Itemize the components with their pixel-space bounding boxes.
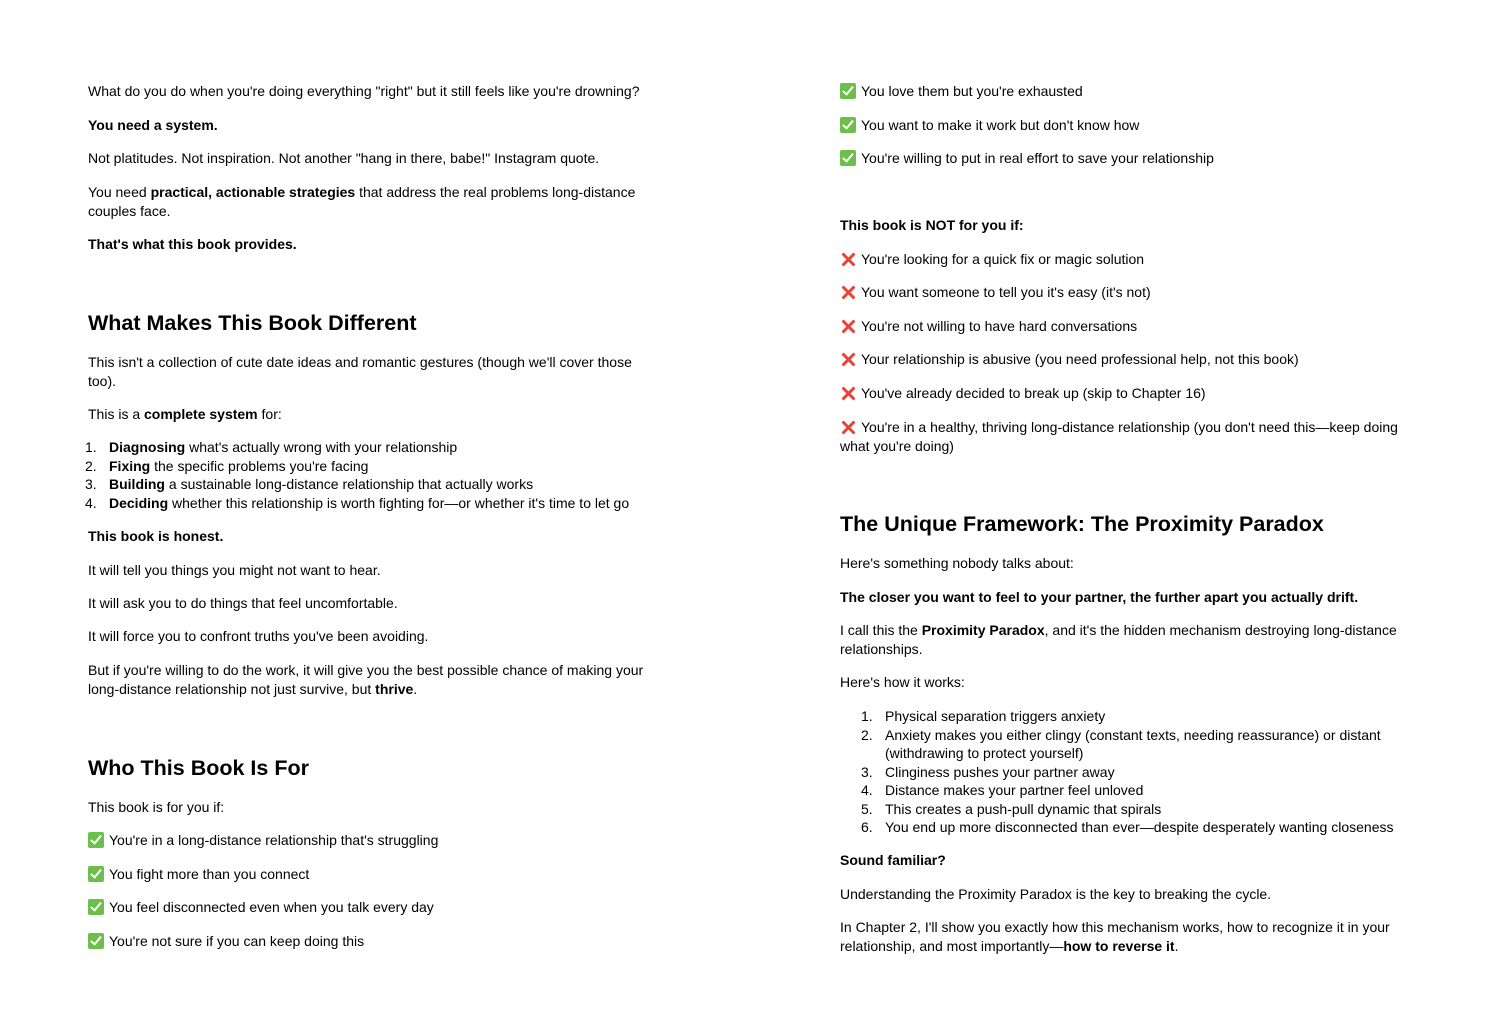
text: Physical separation triggers anxiety bbox=[885, 708, 1106, 724]
text: , and it's the hidden mechanism destroying long-distance relationships. bbox=[840, 622, 1397, 657]
text: . bbox=[1174, 937, 1179, 954]
text: Your relationship is abusive (you need professional help, not this book) bbox=[861, 351, 1299, 367]
paradox-steps-list bbox=[840, 707, 1400, 837]
check-mark-icon bbox=[88, 832, 104, 848]
text: You're in a long-distance relationship that's struggling bbox=[109, 832, 439, 848]
text: You've already decided to break up (skip to Chapter 16) bbox=[861, 385, 1206, 401]
framework-p1: Here's something nobody talks about: bbox=[840, 555, 1074, 571]
list-item bbox=[64, 457, 664, 476]
bold-text: how to reverse it bbox=[1063, 937, 1175, 954]
intro-question: What do you do when you're doing everything "right" but it still feels like you're drowning? bbox=[88, 83, 640, 99]
check-mark-icon bbox=[840, 117, 856, 133]
bold-text: Deciding bbox=[109, 494, 169, 511]
not-for-heading bbox=[840, 216, 1410, 235]
bold-text: Building bbox=[109, 476, 165, 492]
list-item bbox=[840, 818, 1400, 837]
not-for-item bbox=[840, 350, 1410, 369]
text: You love them but you're exhausted bbox=[861, 83, 1083, 99]
check-mark-icon bbox=[88, 899, 104, 915]
not-for-item bbox=[840, 418, 1400, 455]
sound-familiar bbox=[840, 851, 1410, 870]
text: You want to make it work but don't know how bbox=[861, 117, 1140, 133]
heading-proximity-paradox: The Unique Framework: The Proximity Paradox bbox=[840, 512, 1324, 536]
intro-need-system bbox=[88, 116, 658, 135]
text: You're in a healthy, thriving long-distance relationship (you don't need this—keep doing what you're doing) bbox=[840, 419, 1398, 454]
framework-key-statement bbox=[840, 588, 1410, 607]
text: You want someone to tell you it's easy (it's not) bbox=[861, 284, 1151, 300]
text: Anxiety makes you either clingy (constant texts, needing reassurance) or distant (withdrawing to protect yourself) bbox=[885, 726, 1381, 761]
cross-mark-icon bbox=[840, 251, 856, 267]
bold-text: You need a system. bbox=[88, 117, 218, 133]
not-for-item bbox=[840, 250, 1410, 269]
system-list bbox=[64, 438, 664, 512]
text: for: bbox=[257, 406, 282, 422]
list-item bbox=[840, 781, 1400, 800]
list-item bbox=[840, 800, 1400, 819]
check-mark-icon bbox=[840, 150, 856, 166]
bold-text: That's what this book provides. bbox=[88, 236, 297, 252]
bold-text: Fixing bbox=[109, 457, 151, 474]
intro-provides bbox=[88, 235, 658, 254]
text: . bbox=[413, 680, 418, 697]
cross-mark-icon bbox=[840, 419, 856, 435]
text: a sustainable long-distance relationship that actually works bbox=[165, 476, 534, 492]
honest-line-1: It will tell you things you might not want to hear. bbox=[88, 562, 381, 578]
text: You're not willing to have hard conversations bbox=[861, 318, 1138, 334]
text: You're not sure if you can keep doing this bbox=[109, 933, 365, 949]
text: You fight more than you connect bbox=[109, 866, 310, 882]
honest-statement bbox=[88, 527, 658, 546]
list-number: 1. bbox=[861, 708, 873, 724]
bold-text: Proximity Paradox bbox=[921, 622, 1045, 638]
text: You're willing to put in real effort to save your relationship bbox=[861, 150, 1214, 166]
not-for-item bbox=[840, 317, 1410, 336]
bold-text: Sound familiar? bbox=[840, 852, 946, 868]
list-number: 4. bbox=[861, 782, 873, 798]
for-item bbox=[840, 149, 1410, 168]
list-number: 4. bbox=[85, 494, 97, 511]
text: I call this the bbox=[840, 622, 922, 638]
list-item bbox=[64, 475, 664, 494]
check-mark-icon bbox=[840, 83, 856, 99]
list-number: 3. bbox=[85, 476, 97, 492]
bold-text: thrive bbox=[375, 680, 414, 697]
check-mark-icon bbox=[88, 866, 104, 882]
honest-line-3: It will force you to confront truths you've been avoiding. bbox=[88, 628, 429, 644]
list-item bbox=[64, 438, 664, 457]
bold-text: This book is NOT for you if: bbox=[840, 217, 1024, 233]
framework-p4: Here's how it works: bbox=[840, 674, 965, 690]
different-p1: This isn't a collection of cute date ideas and romantic gestures (though we'll cover those too). bbox=[88, 354, 632, 389]
intro-not-platitudes: Not platitudes. Not inspiration. Not another "hang in there, babe!" Instagram quote. bbox=[88, 150, 600, 166]
text: You're looking for a quick fix or magic solution bbox=[861, 251, 1145, 267]
text: You feel disconnected even when you talk every day bbox=[109, 899, 434, 915]
heading-what-makes-different: What Makes This Book Different bbox=[88, 311, 417, 335]
text: In Chapter 2, I'll show you exactly how this mechanism works, how to recognize it in your relationship, and most importantly— bbox=[840, 919, 1390, 954]
honest-line-2: It will ask you to do things that feel uncomfortable. bbox=[88, 595, 398, 611]
list-item bbox=[64, 494, 664, 513]
for-item bbox=[88, 932, 658, 951]
list-number: 1. bbox=[85, 439, 97, 455]
text: the specific problems you're facing bbox=[150, 457, 369, 474]
text: whether this relationship is worth fighting for—or whether it's time to let go bbox=[168, 494, 630, 511]
framework-p5: Understanding the Proximity Paradox is the key to breaking the cycle. bbox=[840, 886, 1272, 902]
bold-text: This book is honest. bbox=[88, 528, 224, 544]
not-for-item bbox=[840, 384, 1410, 403]
list-number: 2. bbox=[85, 457, 97, 474]
text: what's actually wrong with your relationship bbox=[185, 439, 458, 455]
text: You need bbox=[88, 184, 151, 200]
bold-text: complete system bbox=[144, 406, 258, 422]
honest-final bbox=[88, 661, 648, 698]
text: that address the real problems long-distance couples face. bbox=[88, 184, 636, 219]
bold-text: practical, actionable strategies bbox=[150, 184, 356, 200]
for-item bbox=[88, 831, 658, 850]
for-item bbox=[88, 865, 658, 884]
list-item bbox=[840, 726, 1400, 763]
text: This creates a push-pull dynamic that spirals bbox=[885, 800, 1162, 817]
different-p2 bbox=[88, 405, 658, 424]
heading-who-for: Who This Book Is For bbox=[88, 756, 309, 780]
text: Distance makes your partner feel unloved bbox=[885, 782, 1144, 798]
text: This is a bbox=[88, 406, 145, 422]
cross-mark-icon bbox=[840, 351, 856, 367]
for-item bbox=[840, 82, 1410, 101]
text: But if you're willing to do the work, it will give you the best possible chance of making your long-distance relationship not just survive, but bbox=[88, 662, 644, 697]
check-mark-icon bbox=[88, 933, 104, 949]
bold-text: Diagnosing bbox=[109, 439, 186, 455]
cross-mark-icon bbox=[840, 318, 856, 334]
intro-strategies bbox=[88, 183, 658, 220]
for-item bbox=[88, 898, 658, 917]
list-number: 5. bbox=[861, 800, 873, 817]
list-item bbox=[840, 763, 1400, 782]
framework-p6 bbox=[840, 918, 1400, 955]
text: You end up more disconnected than ever—despite desperately wanting closeness bbox=[885, 819, 1394, 835]
cross-mark-icon bbox=[840, 385, 856, 401]
who-intro: This book is for you if: bbox=[88, 799, 225, 815]
bold-text: The closer you want to feel to your partner, the further apart you actually drift. bbox=[840, 589, 1359, 605]
list-number: 6. bbox=[861, 819, 873, 835]
list-number: 3. bbox=[861, 763, 873, 780]
framework-p3 bbox=[840, 621, 1400, 658]
for-item bbox=[840, 116, 1410, 135]
list-item bbox=[840, 707, 1400, 726]
text: Clinginess pushes your partner away bbox=[885, 763, 1115, 780]
list-number: 2. bbox=[861, 726, 873, 743]
cross-mark-icon bbox=[840, 284, 856, 300]
not-for-item bbox=[840, 283, 1410, 302]
